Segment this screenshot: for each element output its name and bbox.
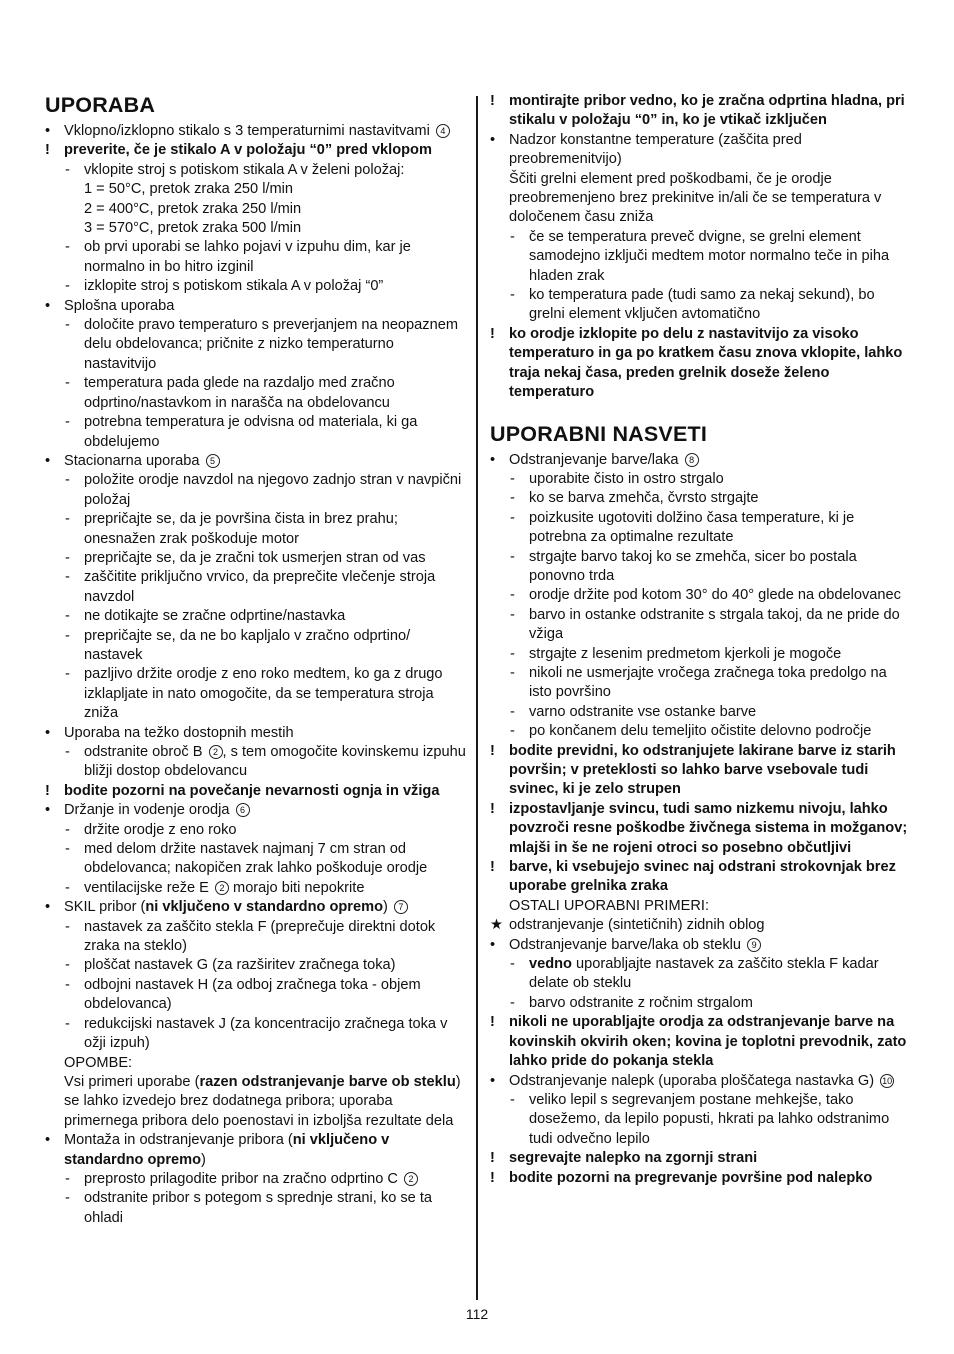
warning-icon: ! (45, 782, 50, 799)
item-text: prepričajte se, da je površina čista in brez prahu; onesnažen zrak poškoduje motor (84, 511, 398, 547)
item-text: ventilacijske reže E 2 morajo biti nepokrite (84, 879, 365, 896)
figure-reference: 7 (394, 900, 408, 914)
dash-item (490, 955, 910, 994)
list-marker: • (45, 899, 51, 916)
page-number: 112 (465, 1306, 489, 1322)
item-text: ko se barva zmehča, čvrsto strgajte (529, 490, 759, 507)
item-text: pazljivo držite orodje z eno roko medtem, ko ga z drugo izklapljate in nato omogočite, da se temperatura stroja zniža (84, 666, 443, 722)
list-marker: - (65, 161, 70, 178)
warning-icon: ! (490, 800, 495, 817)
warning-icon: ! (490, 1150, 495, 1167)
bullet-item (45, 297, 469, 316)
list-marker: - (65, 627, 70, 644)
warning-item (490, 800, 910, 858)
item-text: segrevajte nalepko na zgornji strani (509, 1150, 758, 1167)
item-text: potrebna temperatura je odvisna od materiala, ki ga obdelujemo (84, 414, 418, 450)
dash-item (490, 722, 910, 741)
warning-icon: ! (490, 325, 495, 342)
warning-item (45, 141, 469, 160)
list-marker: - (510, 228, 515, 245)
item-text: vedno uporabljajte nastavek za zaščito stekla F kadar delate ob steklu (529, 956, 879, 992)
bullet-item (45, 724, 469, 743)
dash-item (490, 548, 910, 587)
item-text: med delom držite nastavek najmanj 7 cm stran od obdelovanca; nakopičen zrak lahko poškoduje orodje (84, 841, 428, 877)
figure-reference: 2 (404, 1172, 418, 1186)
item-text: nikoli ne usmerjajte vročega zračnega toka predolgo na isto površino (529, 664, 887, 701)
dash-item (45, 568, 469, 607)
list-marker: - (65, 317, 70, 334)
list-marker: - (65, 821, 70, 838)
item-text: odstranite pribor s potegom s sprednje strani, ko se ta ohladi (84, 1190, 432, 1226)
note-text (490, 897, 910, 916)
item-text: vklopite stroj s potiskom stikala A v želeni položaj: 1 = 50°C, pretok zraka 250 l/min 2 = 400°C, pretok zraka 250 l/min 3 = 570°C, pretok zraka 500 l/min (84, 161, 405, 237)
item-text: Uporaba na težko dostopnih mestih (64, 724, 294, 741)
item-text: temperatura pada glede na razdaljo med zračno odprtino/nastavkom in narašča na obdelovancu (84, 375, 395, 411)
item-text: strgajte z lesenim predmetom kjerkoli je mogoče (529, 645, 842, 662)
list-marker: - (65, 569, 70, 586)
warning-item (490, 742, 910, 800)
list-marker: - (65, 976, 70, 993)
item-text: barvo in ostanke odstranite s strgala takoj, da ne pride do vžiga (529, 606, 900, 643)
list-marker: • (490, 936, 496, 953)
dash-item (45, 627, 469, 666)
warning-item (490, 1013, 910, 1071)
list-marker: - (510, 470, 515, 487)
item-text: ko orodje izklopite po delu z nastavitvijo za visoko temperaturo in ga po kratkem času znova vklopite, lahko traja nekaj časa, preden grelnik doseže želeno temperaturo (509, 325, 903, 401)
list-marker: - (510, 587, 515, 604)
list-marker: - (65, 375, 70, 392)
item-text: OPOMBE: (64, 1054, 133, 1071)
dash-item (490, 470, 910, 489)
list-marker: - (65, 841, 70, 858)
figure-reference: 4 (436, 124, 450, 138)
note-text (45, 1073, 469, 1131)
item-text: Odstranjevanje nalepk (uporaba ploščatega nastavka G) 10 (509, 1072, 893, 1089)
list-marker: - (510, 664, 515, 681)
bullet-item (490, 451, 910, 470)
left-column (45, 92, 469, 1228)
warning-icon: ! (490, 859, 495, 876)
warning-item (490, 858, 910, 897)
list-marker: - (65, 918, 70, 935)
item-text: izklopite stroj s potiskom stikala A v položaj “0” (84, 278, 384, 295)
list-marker: • (490, 131, 496, 148)
dash-item (45, 821, 469, 840)
list-marker: - (65, 1170, 70, 1187)
dash-item (490, 606, 910, 645)
list-marker: - (510, 548, 515, 565)
warning-item (490, 1149, 910, 1168)
warning-item (45, 782, 469, 801)
list-marker: - (65, 511, 70, 528)
list-marker: - (65, 472, 70, 489)
dash-item (45, 413, 469, 452)
bullet-item (490, 1072, 910, 1091)
item-text: izpostavljanje svincu, tudi samo nizkemu nivoju, lahko povzroči resne poškodbe živčnega sistema in možganov; mlajši in še ne rojeni otroci so posebno občutljivi (509, 800, 908, 856)
item-text: Držanje in vodenje orodja 6 (64, 801, 469, 820)
list-marker: - (65, 608, 70, 625)
list-marker: - (510, 606, 515, 623)
list-marker: - (510, 723, 515, 740)
warning-icon: ! (490, 1169, 495, 1186)
dash-item (490, 994, 910, 1013)
list-marker: - (65, 744, 70, 760)
list-marker: • (45, 1132, 51, 1149)
dash-item (45, 918, 469, 957)
bullet-item (490, 131, 910, 228)
item-text: Splošna uporaba (64, 297, 175, 314)
dash-item (490, 664, 910, 703)
item-text: barve, ki vsebujejo svinec naj odstrani strokovnjak brez uporabe grelnika zraka (509, 859, 896, 895)
bold-text: ni vključeno v standardno opremo (145, 899, 383, 916)
dash-item (490, 228, 910, 286)
dash-item (490, 703, 910, 722)
list-marker: - (65, 239, 70, 256)
dash-item (45, 1015, 469, 1054)
item-text: Vsi primeri uporabe (razen odstranjevanje barve ob steklu) se lahko izvedejo brez dodatnega pribora; uporaba primernega pribora delo poenostavi in izboljša rezultate dela (64, 1073, 461, 1129)
warning-icon: ! (45, 142, 50, 159)
item-text: odstranite obroč B 2 , s tem omogočite kovinskemu izpuhu bližji dostop obdelovancu (84, 744, 466, 780)
item-text: Stacionarna uporaba 5 (64, 452, 469, 471)
list-marker: - (510, 287, 515, 304)
item-text: ne dotikajte se zračne odprtine/nastavka (84, 608, 346, 625)
list-marker: - (510, 645, 515, 662)
dash-item (45, 607, 469, 626)
item-text: OSTALI UPORABNI PRIMERI: (509, 897, 710, 914)
warning-item (490, 92, 910, 131)
item-text: varno odstranite vse ostanke barve (529, 703, 757, 720)
list-marker: - (510, 994, 515, 1011)
list-marker: - (65, 549, 70, 566)
dash-item (490, 509, 910, 548)
figure-reference: 8 (685, 453, 699, 467)
item-text: zaščitite priključno vrvico, da preprečite vlečenje stroja navzdol (84, 569, 436, 605)
dash-item (45, 879, 469, 898)
item-text: prepričajte se, da je zračni tok usmerjen stran od vas (84, 549, 426, 566)
bullet-item (490, 936, 910, 955)
column-divider (476, 96, 478, 1300)
bullet-item (45, 1131, 469, 1170)
list-marker: - (510, 490, 515, 507)
list-marker: • (45, 123, 51, 139)
item-text: Vklopno/izklopno stikalo s 3 temperaturnimi nastavitvami 4 (64, 122, 469, 141)
bullet-item (45, 122, 469, 141)
dash-item (45, 277, 469, 296)
right-column (490, 92, 910, 1188)
list-marker: • (45, 724, 51, 741)
bullet-item (45, 452, 469, 471)
item-text: barvo odstranite z ročnim strgalom (529, 994, 753, 1011)
item-text: bodite pozorni na pregrevanje površine pod nalepko (509, 1169, 873, 1186)
list-marker: • (45, 452, 51, 469)
figure-reference: 5 (206, 454, 220, 468)
list-marker: - (510, 956, 515, 973)
item-text: odstranjevanje (sintetičnih) zidnih oblog (509, 917, 765, 934)
bold-text: ni vključeno v standardno opremo (64, 1132, 390, 1168)
list-marker: - (65, 879, 70, 896)
item-text: Odstranjevanje barve/laka 8 (509, 451, 910, 470)
warning-icon: ! (490, 742, 495, 759)
dash-item (45, 238, 469, 277)
item-text: odbojni nastavek H (za odboj zračnega toka - objem obdelovanca) (84, 976, 421, 1013)
dash-item (45, 161, 469, 239)
list-marker: - (65, 666, 70, 683)
item-text: strgajte barvo takoj ko se zmehča, sicer bo postala ponovno trda (529, 548, 857, 584)
list-marker: - (65, 1190, 70, 1207)
warning-item (490, 325, 910, 403)
dash-item (45, 665, 469, 723)
list-marker: • (490, 451, 496, 468)
warning-icon: ! (490, 93, 495, 109)
dash-item (45, 976, 469, 1015)
figure-reference: 2 (209, 745, 223, 759)
item-text: Odstranjevanje barve/laka ob steklu 9 (509, 936, 910, 955)
section-heading: UPORABA (45, 93, 156, 117)
figure-reference: 10 (882, 1075, 893, 1086)
item-text: če se temperatura preveč dvigne, se grelni element samodejno izključi medtem motor normalno teče in piha hladen zrak (529, 228, 890, 284)
star-icon: ★ (490, 917, 504, 934)
list-marker: - (510, 703, 515, 720)
item-text: ploščat nastavek G (za razširitev zračnega toka) (84, 957, 396, 974)
item-text: Montaža in odstranjevanje pribora (ni vključeno v standardno opremo) (64, 1132, 390, 1168)
item-text: preverite, če je stikalo A v položaju “0” pred vklopom (64, 142, 432, 159)
dash-item (45, 510, 469, 549)
item-text: preprosto prilagodite pribor na zračno odprtino C 2 (84, 1170, 469, 1189)
item-text: uporabite čisto in ostro strgalo (529, 470, 724, 487)
item-text: orodje držite pod kotom 30° do 40° glede na obdelovanec (529, 587, 901, 604)
warning-item (490, 1169, 910, 1188)
warning-icon: ! (490, 1014, 495, 1031)
section-heading: UPORABNI NASVETI (490, 421, 708, 446)
dash-item (45, 743, 469, 782)
figure-reference: 6 (236, 803, 250, 817)
item-text: redukcijski nastavek J (za koncentracijo zračnega toka v ožji izpuh) (84, 1015, 448, 1052)
dash-item (45, 1170, 469, 1189)
dash-item (45, 1189, 469, 1228)
item-text: bodite pozorni na povečanje nevarnosti ognja in vžiga (64, 782, 440, 799)
item-text: določite pravo temperaturo s preverjanjem na neopaznem delu obdelovanca; pričnite z nizko temperaturno nastavitvijo (84, 317, 458, 372)
dash-item (45, 471, 469, 510)
item-text: položite orodje navzdol na njegovo zadnjo stran v navpični položaj (84, 472, 462, 508)
list-marker: - (65, 1015, 70, 1032)
figure-reference: 9 (747, 938, 761, 952)
figure-reference: 2 (215, 881, 229, 895)
list-marker: - (65, 957, 70, 974)
dash-item (45, 549, 469, 568)
dash-item (490, 586, 910, 605)
dash-item (490, 489, 910, 508)
item-text: držite orodje z eno roko (84, 821, 237, 838)
list-marker: • (490, 1072, 496, 1089)
dash-item (45, 840, 469, 879)
dash-item (45, 374, 469, 413)
item-text: SKIL pribor (ni vključeno v standardno opremo) 7 (64, 898, 469, 917)
bold-text: vedno (529, 956, 572, 973)
list-marker: - (510, 1091, 515, 1108)
list-marker: - (510, 509, 515, 526)
note-text (45, 1054, 469, 1073)
item-text: nastavek za zaščito stekla F (preprečuje direktni dotok zraka na steklo) (84, 918, 436, 955)
bullet-item (45, 898, 469, 917)
item-text: ob prvi uporabi se lahko pojavi v izpuhu dim, kar je normalno in bo hitro izginil (84, 239, 411, 275)
item-text: po končanem delu temeljito očistite delovno področje (529, 723, 872, 740)
item-text: montirajte pribor vedno, ko je zračna odprtina hladna, pri stikalu v položaju “0” in, ko je vtikač izključen (509, 93, 905, 129)
bullet-item (45, 801, 469, 820)
list-marker: - (65, 278, 70, 295)
item-text: poizkusite ugotoviti dolžino časa temperature, ki je potrebna za optimalne rezultate (529, 509, 855, 546)
item-text: Nadzor konstantne temperature (zaščita pred preobremenitvijo) Ščiti grelni element pred poškodbami, če je orodje preobremenjeno brez prekinitve in/ali če se temperatura v določenem času zniža (509, 131, 882, 226)
item-text: veliko lepil s segrevanjem postane mehkejše, tako dosežemo, da lepilo popusti, hkrati pa lahko odstranimo tudi odvečno lepilo (529, 1091, 890, 1147)
dash-item (490, 1091, 910, 1149)
item-text: bodite previdni, ko odstranjujete lakirane barve iz starih površin; v preteklosti so lahko barve vsebovale tudi svinec, ki je zelo strupen (509, 742, 896, 798)
dash-item (45, 956, 469, 975)
list-marker: - (65, 414, 70, 431)
star-item (490, 916, 910, 935)
dash-item (490, 645, 910, 664)
item-text: prepričajte se, da ne bo kapljalo v zračno odprtino/ nastavek (84, 627, 411, 663)
list-marker: • (45, 297, 51, 314)
item-text: ko temperatura pade (tudi samo za nekaj sekund), bo grelni element vključen avtomatično (529, 287, 875, 323)
item-text: nikoli ne uporabljajte orodja za odstranjevanje barve na kovinskih okvirih oken; kovina je toplotni prevodnik, zato lahko pride do pokanja stekla (509, 1014, 907, 1070)
dash-item (490, 286, 910, 325)
dash-item (45, 316, 469, 374)
list-marker: • (45, 802, 51, 819)
bold-text: razen odstranjevanje barve ob steklu (199, 1073, 456, 1090)
